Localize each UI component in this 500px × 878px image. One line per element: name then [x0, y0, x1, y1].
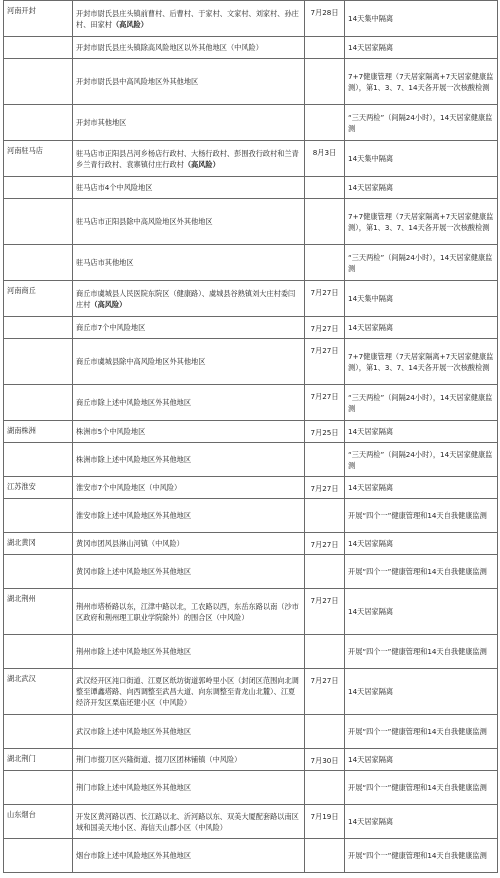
date-cell: [305, 59, 345, 105]
region-cell: 河南商丘: [4, 281, 73, 317]
date-cell: [305, 499, 345, 533]
measure-cell: 14天居家隔离: [345, 749, 498, 771]
area-cell: [73, 635, 305, 669]
measure-cell: 14天居家隔离: [345, 805, 498, 839]
area-cell: [73, 339, 305, 385]
area-text: 淮安市除上述中风险地区外其他地区: [76, 511, 192, 520]
table-row: [4, 839, 498, 873]
date-cell: 7月27日: [305, 339, 345, 385]
area-cell: [73, 499, 305, 533]
measure-cell: 14天居家隔离: [345, 589, 498, 635]
area-cell: [73, 669, 305, 715]
measure-cell: 14天居家隔离: [345, 669, 498, 715]
region-cell: [4, 59, 73, 105]
table-row: [4, 533, 498, 555]
measure-cell: 开展“四个一”健康管理和14天自我健康监测: [345, 499, 498, 533]
area-cell: [73, 443, 305, 477]
region-cell: [4, 339, 73, 385]
date-cell: 7月27日: [305, 669, 345, 715]
date-cell: 7月25日: [305, 421, 345, 443]
region-cell: [4, 199, 73, 245]
date-cell: 7月27日: [305, 589, 345, 635]
risk-level: （高风险）: [183, 159, 220, 169]
measure-cell: 14天居家隔离: [345, 533, 498, 555]
table-row: [4, 805, 498, 839]
area-text: 烟台市除上述中风险地区外其他地区: [76, 851, 192, 860]
area-text: 商丘市虞城县除中高风险地区外其他地区: [76, 357, 206, 366]
date-cell: [305, 199, 345, 245]
region-cell: [4, 635, 73, 669]
table-row: [4, 317, 498, 339]
table-row: [4, 635, 498, 669]
region-cell: [4, 317, 73, 339]
area-cell: [73, 199, 305, 245]
area-text: 开封市尉氏县庄头镇前曹村、后曹村、于家村、文家村、刘家村、孙庄村、田家村: [76, 8, 299, 29]
area-text: 武汉经开区沌口街道、江夏区纸坊街道郭岭里小区（封闭区范围向北调整至谭鑫塔路、向西调整至武昌大道、向东调整至青龙山北麓）、江夏经济开发区栗庙还建小区（中风险）: [76, 676, 299, 707]
date-cell: 8月3日: [305, 141, 345, 177]
area-text: 株洲市除上述中风险地区外其他地区: [76, 455, 192, 464]
area-cell: [73, 37, 305, 59]
area-text: 荆州市除上述中风险地区外其他地区: [76, 647, 192, 656]
area-text: 驻马店市正阳县除中高风险地区外其他地区: [76, 217, 213, 226]
measure-cell: 14天居家隔离: [345, 37, 498, 59]
measure-cell: 14天居家隔离: [345, 477, 498, 499]
risk-level: （高风险）: [90, 299, 127, 309]
region-cell: [4, 177, 73, 199]
table-row: [4, 499, 498, 533]
area-text: 黄冈市团风县淋山河镇（中风险）: [76, 539, 184, 548]
date-cell: 7月27日: [305, 281, 345, 317]
region-cell: 湖南株洲: [4, 421, 73, 443]
area-cell: [73, 771, 305, 805]
area-cell: [73, 589, 305, 635]
table-row: [4, 715, 498, 749]
area-text: 武汉市除上述中风险地区外其他地区: [76, 727, 192, 736]
area-text: 开封市其他地区: [76, 118, 127, 127]
area-cell: [73, 177, 305, 199]
table-row: [4, 385, 498, 421]
area-cell: [73, 105, 305, 141]
date-cell: 7月27日: [305, 385, 345, 421]
area-cell: [73, 533, 305, 555]
region-cell: 河南驻马店: [4, 141, 73, 177]
date-cell: [305, 715, 345, 749]
measure-cell: 开展“四个一”健康管理和14天自我健康监测: [345, 555, 498, 589]
area-cell: [73, 1, 305, 37]
area-text: 荆门市掇刀区兴隆街道、掇刀区团林铺镇（中风险）: [76, 755, 242, 764]
area-text: 淮安市7个中风险地区（中风险）: [76, 483, 182, 492]
region-cell: [4, 839, 73, 873]
measure-cell: “三天两检”（间隔24小时），14天居家健康监测: [345, 245, 498, 281]
measure-cell: 开展“四个一”健康管理和14天自我健康监测: [345, 635, 498, 669]
measure-cell: 开展“四个一”健康管理和14天自我健康监测: [345, 771, 498, 805]
table-row: [4, 339, 498, 385]
table-row: [4, 177, 498, 199]
area-text: 黄冈市除上述中风险地区外其他地区: [76, 567, 192, 576]
table-row: [4, 669, 498, 715]
date-cell: 7月28日: [305, 1, 345, 37]
date-cell: 7月27日: [305, 317, 345, 339]
date-cell: [305, 443, 345, 477]
area-text: 驻马店市其他地区: [76, 258, 134, 267]
area-text: 株洲市5个中风险地区: [76, 427, 146, 436]
region-cell: 山东烟台: [4, 805, 73, 839]
area-cell: [73, 421, 305, 443]
date-cell: 7月27日: [305, 477, 345, 499]
region-cell: 湖北荆州: [4, 589, 73, 635]
region-cell: [4, 245, 73, 281]
area-cell: [73, 385, 305, 421]
table-row: [4, 477, 498, 499]
date-cell: [305, 37, 345, 59]
region-cell: 湖北黄冈: [4, 533, 73, 555]
area-text: 商丘市7个中风险地区: [76, 323, 146, 332]
area-text: 开发区黄河路以西、长江路以北、沂河路以东、双美大厦配套路以南区域和国美天地小区、海信天山郡小区（中风险）: [76, 811, 299, 832]
region-cell: [4, 385, 73, 421]
table-row: [4, 281, 498, 317]
area-cell: [73, 477, 305, 499]
region-cell: [4, 555, 73, 589]
region-cell: 江苏淮安: [4, 477, 73, 499]
measure-cell: “三天两检”（间隔24小时），14天居家健康监测: [345, 105, 498, 141]
region-cell: 湖北荆门: [4, 749, 73, 771]
table-row: [4, 199, 498, 245]
table-row: [4, 245, 498, 281]
region-cell: [4, 443, 73, 477]
measure-cell: “三天两检”（间隔24小时），14天居家健康监测: [345, 443, 498, 477]
measure-cell: 14天居家隔离: [345, 177, 498, 199]
date-cell: 7月27日: [305, 533, 345, 555]
table-row: [4, 141, 498, 177]
measure-cell: 7+7健康管理（7天居家隔离+7天居家健康监测），第1、3、7、14天各开展一次核酸检测: [345, 59, 498, 105]
table-row: [4, 105, 498, 141]
region-cell: [4, 715, 73, 749]
table-row: [4, 749, 498, 771]
date-cell: [305, 105, 345, 141]
date-cell: [305, 771, 345, 805]
table-row: [4, 59, 498, 105]
table-row: [4, 443, 498, 477]
date-cell: [305, 245, 345, 281]
region-cell: [4, 499, 73, 533]
risk-level: （高风险）: [111, 19, 148, 29]
date-cell: [305, 839, 345, 873]
area-cell: [73, 245, 305, 281]
area-text: 商丘市除上述中风险地区外其他地区: [76, 398, 192, 407]
area-text: 开封市尉氏县庄头镇除高风险地区以外其他地区（中风险）: [76, 43, 263, 52]
measure-cell: 开展“四个一”健康管理和14天自我健康监测: [345, 839, 498, 873]
table-row: [4, 555, 498, 589]
measure-cell: 14天集中隔离: [345, 281, 498, 317]
measure-cell: 14天集中隔离: [345, 141, 498, 177]
area-cell: [73, 281, 305, 317]
date-cell: [305, 555, 345, 589]
area-text: 商丘市虞城县人民医院东院区（健康路）、虞城县谷熟镇刘大庄村委闫庄村: [76, 288, 296, 309]
date-cell: 7月30日: [305, 749, 345, 771]
region-cell: [4, 771, 73, 805]
region-cell: 河南开封: [4, 1, 73, 37]
region-cell: [4, 105, 73, 141]
area-cell: [73, 839, 305, 873]
risk-area-table: [3, 0, 498, 873]
measure-cell: 7+7健康管理（7天居家隔离+7天居家健康监测），第1、3、7、14天各开展一次核酸检测: [345, 339, 498, 385]
area-text: 荆门市除上述中风险地区外其他地区: [76, 783, 192, 792]
table-row: [4, 771, 498, 805]
area-cell: [73, 59, 305, 105]
date-cell: [305, 635, 345, 669]
area-text: 驻马店市4个中风险地区: [76, 183, 153, 192]
measure-cell: 开展“四个一”健康管理和14天自我健康监测: [345, 715, 498, 749]
area-cell: [73, 805, 305, 839]
area-text: 荆州市塔桥路以东，江津中路以北，工农路以西，东岳东路以南（沙市区政府和荆州理工职业学院除外）的围合区（中风险）: [76, 601, 299, 622]
area-cell: [73, 715, 305, 749]
measure-cell: “三天两检”（间隔24小时），14天居家健康监测: [345, 385, 498, 421]
area-cell: [73, 555, 305, 589]
area-cell: [73, 317, 305, 339]
table-row: [4, 589, 498, 635]
area-cell: [73, 749, 305, 771]
measure-cell: 7+7健康管理（7天居家隔离+7天居家健康监测），第1、3、7、14天各开展一次核酸检测: [345, 199, 498, 245]
measure-cell: 14天居家隔离: [345, 421, 498, 443]
measure-cell: 14天居家隔离: [345, 317, 498, 339]
area-text: 开封市尉氏县中高风险地区外其他地区: [76, 77, 199, 86]
date-cell: [305, 177, 345, 199]
table-body: [4, 1, 498, 873]
region-cell: [4, 37, 73, 59]
measure-cell: 14天集中隔离: [345, 1, 498, 37]
table-row: [4, 37, 498, 59]
area-text: 驻马店市正阳县吕河乡杨店行政村、大杨行政村、彭围孜行政村和兰青乡兰青行政村、袁寨镇付庄行政村: [76, 148, 299, 169]
table-row: [4, 1, 498, 37]
area-cell: [73, 141, 305, 177]
date-cell: 7月19日: [305, 805, 345, 839]
table-row: [4, 421, 498, 443]
region-cell: 湖北武汉: [4, 669, 73, 715]
